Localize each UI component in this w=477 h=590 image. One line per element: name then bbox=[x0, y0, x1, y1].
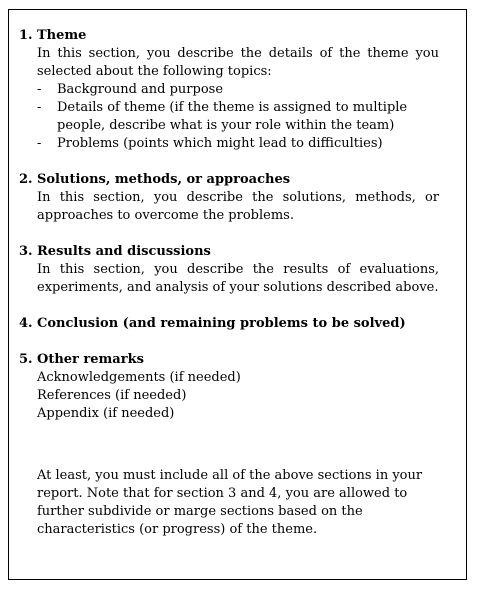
section-theme bbox=[19, 27, 439, 153]
list-item-text: Details of theme (if the theme is assigned to multiple people, describe what is your role within the team) bbox=[57, 100, 408, 133]
document-content bbox=[19, 27, 439, 539]
section-other-remarks bbox=[19, 351, 439, 423]
section-conclusion bbox=[19, 315, 439, 333]
section-title: Solutions, methods, or approaches bbox=[37, 172, 291, 187]
section-number: 2. bbox=[19, 172, 33, 187]
bullet-marker: - bbox=[37, 136, 42, 151]
section-solutions bbox=[19, 171, 439, 225]
section-heading bbox=[19, 315, 439, 333]
list-item-text: Problems (points which might lead to difficulties) bbox=[57, 136, 383, 151]
section-heading bbox=[19, 171, 439, 189]
section-heading bbox=[19, 27, 439, 45]
section-title: Theme bbox=[37, 28, 87, 43]
list-item-text: Background and purpose bbox=[57, 82, 224, 97]
remark-line: References (if needed) bbox=[37, 388, 187, 403]
remark-line: Appendix (if needed) bbox=[37, 406, 175, 421]
remarks-list bbox=[37, 369, 439, 423]
section-text: In this section, you describe the details of the theme you selected about the following topics: bbox=[37, 46, 439, 79]
bullet-list bbox=[37, 81, 439, 153]
section-text: In this section, you describe the results of evaluations, experiments, and analysis of your solutions described above. bbox=[37, 262, 439, 295]
list-item bbox=[37, 81, 439, 99]
closing-note: At least, you must include all of the above sections in your report. Note that for section 3 and 4, you are allowed to further subdivide or marge sections based on the characteristics (or progress) of the theme. bbox=[37, 468, 423, 537]
section-title: Results and discussions bbox=[37, 244, 211, 259]
section-title: Conclusion (and remaining problems to be solved) bbox=[37, 316, 406, 331]
section-number: 3. bbox=[19, 244, 33, 259]
section-title: Other remarks bbox=[37, 352, 144, 367]
section-text: In this section, you describe the solutions, methods, or approaches to overcome the problems. bbox=[37, 190, 439, 223]
bullet-marker: - bbox=[37, 100, 42, 115]
remark-line: Acknowledgements (if needed) bbox=[37, 370, 241, 385]
list-item bbox=[37, 135, 439, 153]
section-number: 5. bbox=[19, 352, 33, 367]
section-heading bbox=[19, 243, 439, 261]
section-number: 4. bbox=[19, 316, 33, 331]
list-item bbox=[37, 99, 439, 135]
section-results bbox=[19, 243, 439, 297]
section-heading bbox=[19, 351, 439, 369]
bullet-marker: - bbox=[37, 82, 42, 97]
section-number: 1. bbox=[19, 28, 33, 43]
